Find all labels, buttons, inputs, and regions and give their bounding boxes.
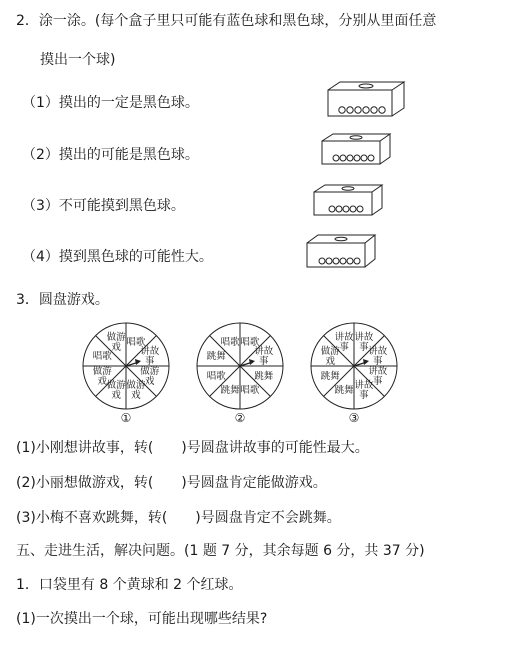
wheel-sector-label: 讲故事 xyxy=(354,332,374,354)
question-3-title: 3．圆盘游戏。 xyxy=(16,292,109,308)
wheel-sector-label: 唱歌 xyxy=(220,337,240,349)
section-5-question-1-sub-1: (1)一次摸出一个球，可能出现哪些结果? xyxy=(16,611,268,627)
spinner-wheel-1 xyxy=(80,320,172,412)
q3-question-2: (2)小丽想做游戏，转( )号圆盘肯定能做游戏。 xyxy=(16,475,327,491)
wheel-sector-label: 讲故事 xyxy=(254,346,274,368)
question-2-title-continued: 摸出一个球) xyxy=(40,52,116,68)
wheel-sector-label: 唱歌 xyxy=(206,370,226,382)
wheel-sector-label: 唱歌 xyxy=(240,384,260,396)
wheel-sector-label: 唱歌 xyxy=(92,351,112,363)
ball-box-4 xyxy=(305,233,377,269)
wheel-3-number: ③ xyxy=(348,411,360,425)
wheel-sector-label: 讲故事 xyxy=(368,365,388,387)
wheel-sector-label: 做游戏 xyxy=(320,346,340,368)
ball-box-2 xyxy=(320,132,392,166)
wheel-sector-label: 讲故事 xyxy=(334,332,354,354)
wheel-1-number: ① xyxy=(120,411,132,425)
q3-question-1: (1)小刚想讲故事，转( )号圆盘讲故事的可能性最大。 xyxy=(16,440,369,456)
wheel-pointer-head xyxy=(363,359,369,365)
wheel-sector-label: 唱歌 xyxy=(240,337,260,349)
q2-item-4: （4）摸到黑色球的可能性大。 xyxy=(22,249,213,265)
wheel-sector-label: 跳舞 xyxy=(220,384,240,396)
q2-item-2: （2）摸出的可能是黑色球。 xyxy=(22,147,199,163)
q2-item-3: （3）不可能摸到黑色球。 xyxy=(22,198,185,214)
section-5-question-1: 1．口袋里有 8 个黄球和 2 个红球。 xyxy=(16,577,243,593)
wheel-pointer-head xyxy=(249,359,255,365)
wheel-sector-label: 做游戏 xyxy=(106,379,126,401)
wheel-sector-label: 讲故事 xyxy=(354,379,374,401)
wheel-sector-label: 唱歌 xyxy=(126,337,146,349)
wheel-sector-label: 跳舞 xyxy=(254,370,274,382)
ball-box-1 xyxy=(326,80,406,118)
q3-question-3: (3)小梅不喜欢跳舞，转( )号圆盘肯定不会跳舞。 xyxy=(16,510,341,526)
ball-box-3 xyxy=(312,183,384,217)
q2-item-1: （1）摸出的一定是黑色球。 xyxy=(22,95,199,111)
section-5-title: 五、走进生活，解决问题。(1 题 7 分，其余每题 6 分，共 37 分) xyxy=(16,543,425,559)
wheel-sector-label: 跳舞 xyxy=(320,370,340,382)
wheel-sector-label: 讲故事 xyxy=(368,346,388,368)
wheel-2-number: ② xyxy=(234,411,246,425)
wheel-sector-label: 做游戏 xyxy=(106,332,126,354)
wheel-sector-label: 做游戏 xyxy=(92,365,112,387)
wheel-sector-label: 跳舞 xyxy=(334,384,354,396)
question-2-title: 2．涂一涂。(每个盒子里只可能有蓝色球和黑色球，分别从里面任意 xyxy=(16,13,437,29)
wheel-sector-label: 讲故事 xyxy=(140,346,160,368)
wheel-sector-label: 做游戏 xyxy=(140,365,160,387)
spinner-wheel-2 xyxy=(194,320,286,412)
wheel-sector-label: 跳舞 xyxy=(206,351,226,363)
wheel-pointer-head xyxy=(135,359,141,365)
wheel-sector-label: 做游戏 xyxy=(126,379,146,401)
spinner-wheel-3 xyxy=(308,320,400,412)
